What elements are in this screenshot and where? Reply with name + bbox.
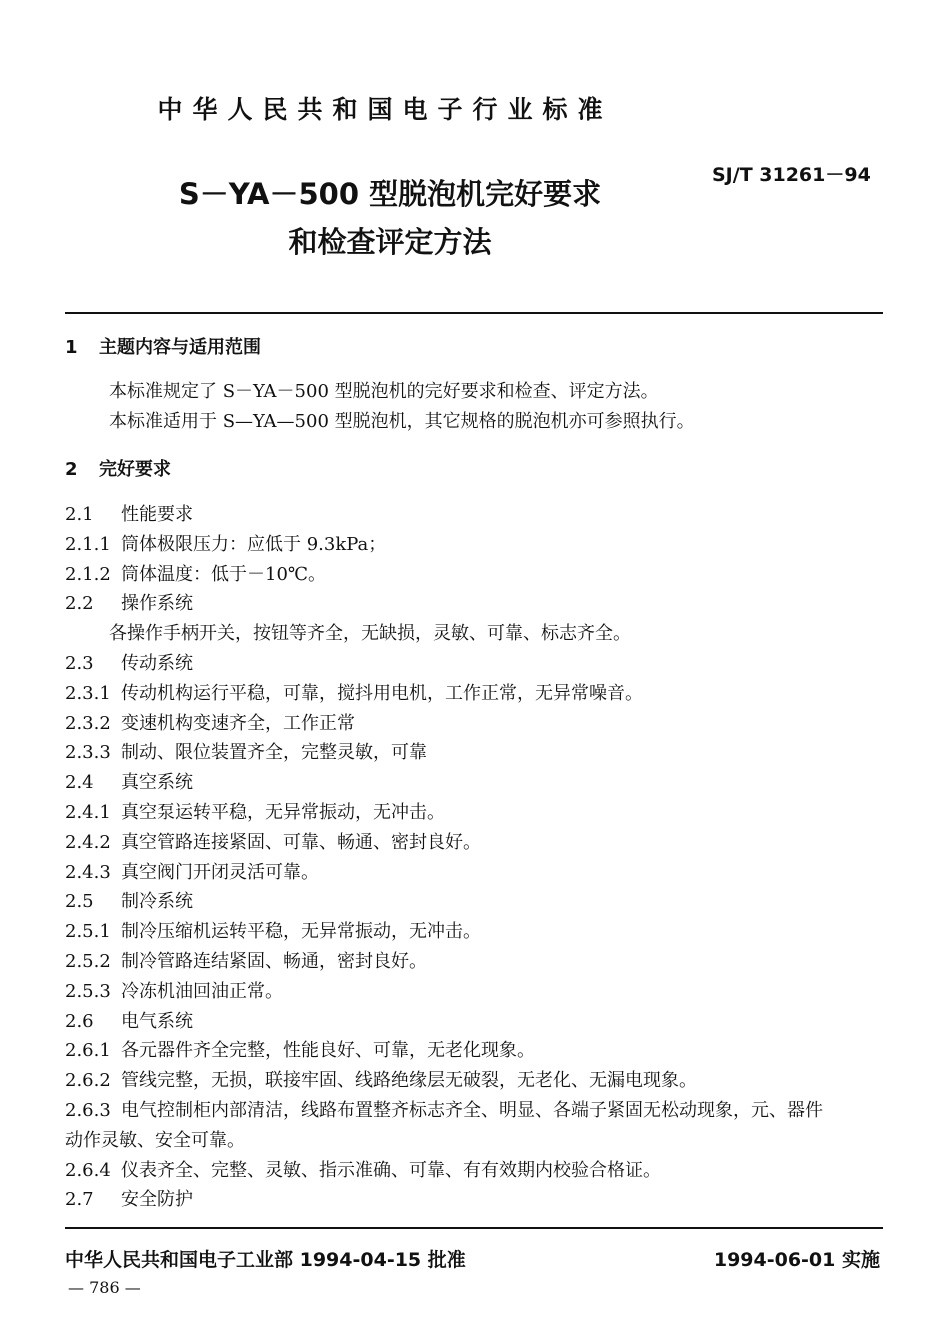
clause-text: 动作灵敏、安全可靠。	[65, 1129, 245, 1151]
clause-item	[65, 1066, 697, 1092]
clause-item	[65, 1126, 245, 1152]
clause-text: 真空泵运转平稳，无异常振动，无冲击。	[121, 802, 445, 823]
approval-statement: 中华人民共和国电子工业部 1994-04-15 批准	[65, 1249, 466, 1271]
clause-text: 制动、限位装置齐全，完整灵敏，可靠	[121, 742, 427, 764]
clause-item	[109, 619, 631, 645]
clause-number: 2.4.3	[65, 861, 111, 883]
clause-number: 2.5.1	[65, 921, 111, 943]
clause-number: 2.6.1	[65, 1040, 111, 1062]
document-title-line1: S－YA－500 型脱泡机完好要求	[178, 177, 602, 211]
clause-text: 制冷管路连结紧固、畅通，密封良好。	[121, 951, 427, 972]
clause-text: 仪表齐全、完整、灵敏、指示准确、可靠、有有效期内校验合格证。	[121, 1159, 661, 1181]
clause-number: 2.5	[65, 891, 94, 913]
clause-number: 2.3	[65, 653, 94, 674]
section-heading-1: 1 主题内容与适用范围	[65, 337, 261, 358]
clause-number: 2.1	[65, 504, 94, 525]
clause-number: 2.5.2	[65, 951, 111, 972]
clause-item	[65, 500, 193, 526]
clause-text: 传动机构运行平稳，可靠，搅抖用电机，工作正常，无异常噪音。	[121, 682, 643, 704]
clause-item	[65, 858, 319, 884]
clause-text: 电气系统	[121, 1010, 193, 1032]
page-number: — 786 —	[68, 1278, 141, 1297]
clause-number: 2.6.3	[65, 1100, 111, 1121]
clause-text: 管线完整，无损，联接牢固、线路绝缘层无破裂，无老化、无漏电现象。	[121, 1070, 697, 1092]
clause-number: 2.6.2	[65, 1070, 111, 1092]
clause-text: 变速机构变速齐全，工作正常	[121, 712, 355, 734]
clause-item	[65, 828, 481, 854]
clause-text: 筒体温度：低于－10℃。	[121, 563, 327, 585]
clause-text: 各元器件齐全完整，性能良好、可靠，无老化现象。	[121, 1040, 535, 1062]
clause-item	[65, 709, 355, 735]
implementation-date: 1994-06-01 实施	[713, 1249, 880, 1271]
clause-item	[65, 1185, 193, 1211]
clause-item	[65, 1156, 661, 1182]
clause-item	[65, 649, 193, 675]
clause-text: 性能要求	[121, 504, 193, 525]
clause-text: 操作系统	[121, 593, 193, 615]
clause-item	[65, 1096, 823, 1122]
clause-text: 安全防护	[121, 1189, 193, 1211]
clause-number: 2.6.4	[65, 1159, 111, 1181]
clause-text: 真空阀门开闭灵活可靠。	[121, 861, 319, 883]
clause-number: 2.6	[65, 1010, 94, 1032]
clause-item	[65, 798, 445, 824]
clause-text: 传动系统	[121, 653, 193, 674]
paragraph: 本标准规定了 S－YA－500 型脱泡机的完好要求和检查、评定方法。	[109, 381, 659, 402]
clause-text: 真空管路连接紧固、可靠、畅通、密封良好。	[121, 831, 481, 853]
clause-number: 2.4.1	[65, 802, 111, 823]
standard-category-header: 中华人民共和国电子行业标准	[157, 95, 613, 124]
clause-number: 2.3.2	[65, 712, 111, 734]
bottom-divider	[65, 1227, 883, 1229]
clause-item	[65, 679, 643, 705]
clause-text: 制冷系统	[121, 891, 193, 913]
document-title-line2: 和检查评定方法	[288, 225, 492, 259]
clause-text: 真空系统	[121, 772, 193, 794]
clause-item	[65, 530, 386, 556]
clause-number: 2.2	[65, 593, 94, 615]
clause-item	[65, 977, 283, 1003]
clause-item	[65, 560, 326, 586]
clause-text: 各操作手柄开关，按钮等齐全，无缺损，灵敏、可靠、标志齐全。	[109, 623, 631, 645]
paragraph: 本标准适用于 S—YA—500 型脱泡机，其它规格的脱泡机亦可参照执行。	[109, 411, 695, 432]
clause-number: 2.5.3	[65, 980, 111, 1002]
clause-item	[65, 917, 481, 943]
clause-text: 冷冻机油回油正常。	[121, 980, 283, 1002]
clause-text: 电气控制柜内部清洁，线路布置整齐标志齐全、明显、各端子紧固无松动现象，元、器件	[121, 1100, 823, 1121]
clause-number: 2.3.1	[65, 682, 111, 704]
clause-item	[65, 947, 427, 973]
clause-item	[65, 589, 193, 615]
clause-number: 2.1.1	[65, 533, 111, 555]
clause-number: 2.3.3	[65, 742, 111, 764]
clause-number: 2.7	[65, 1189, 94, 1211]
clause-item	[65, 887, 193, 913]
clause-text: 筒体极限压力：应低于 9.3kPa；	[121, 533, 387, 555]
clause-item	[65, 1007, 193, 1033]
clause-item	[65, 1036, 535, 1062]
clause-item	[65, 738, 427, 764]
clause-item	[65, 768, 193, 794]
clause-text: 制冷压缩机运转平稳，无异常振动，无冲击。	[121, 921, 481, 943]
clause-number: 2.1.2	[65, 563, 111, 585]
standard-number: SJ/T 31261－94	[712, 164, 871, 186]
section-heading-2: 2 完好要求	[65, 459, 171, 480]
top-divider	[65, 312, 883, 314]
clause-number: 2.4.2	[65, 831, 111, 853]
clause-number: 2.4	[65, 772, 94, 794]
